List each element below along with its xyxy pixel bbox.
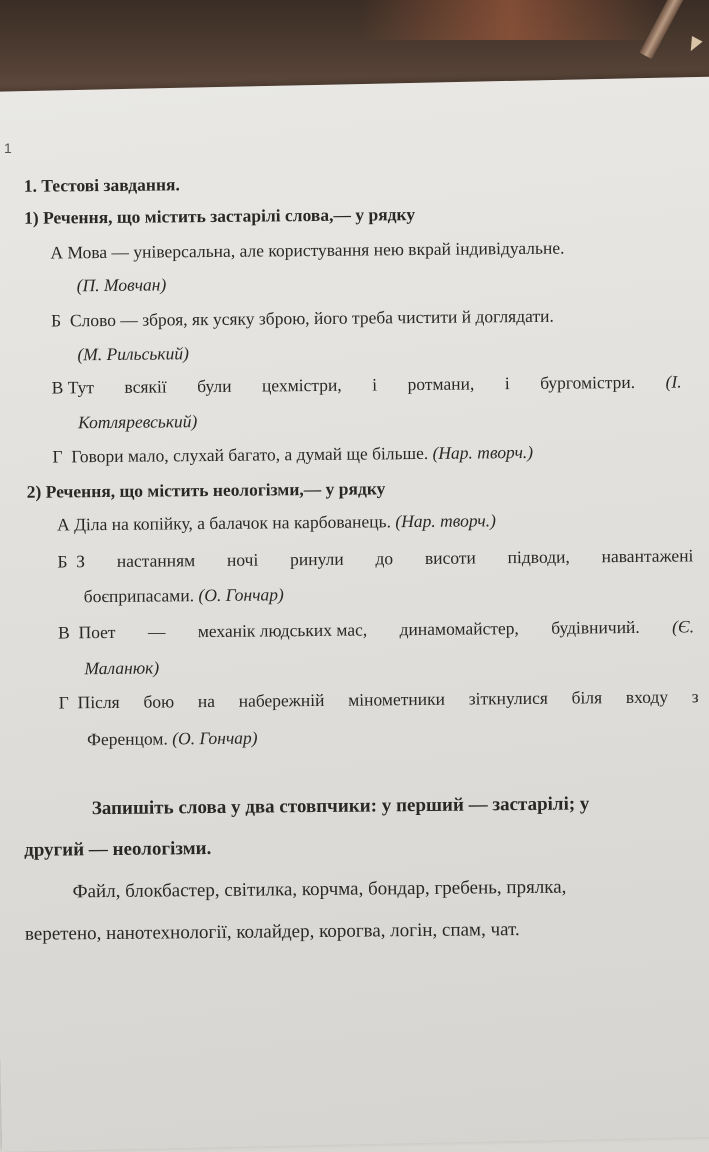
word: підводи, [507, 546, 570, 568]
word: бою [143, 691, 175, 712]
word: висоти [424, 547, 476, 568]
option-letter: В [57, 622, 70, 643]
word: — [147, 621, 166, 642]
word: (І. [665, 371, 682, 392]
q2-option-a [57, 510, 496, 535]
q2-option-d-cont [87, 728, 258, 751]
option-letter: Г [52, 446, 63, 467]
option-letter: А [56, 514, 70, 535]
q1-option-a-author: (П. Мовчан) [76, 274, 167, 296]
word: будівничий. [551, 616, 640, 638]
option-author: (Нар. творч.) [432, 441, 534, 463]
word: настанням [116, 550, 196, 571]
task-2-words-line1: Файл, блокбастер, світилка, корчма, бондар, гребень, прялка, [72, 876, 567, 903]
option-text: Діла на копійку, а балачок на карбованець. [73, 511, 392, 535]
word: Тут [67, 377, 95, 398]
option-text: Слово — зброя, як усяку зброю, його треба чистити й доглядати. [69, 305, 554, 331]
q1-option-c-author: Котляревський) [77, 411, 198, 433]
q1-option-b-author: (М. Рильський) [77, 343, 189, 365]
option-letter: А [50, 242, 64, 263]
q1-option-d [52, 442, 533, 468]
word: входу [625, 686, 669, 708]
question-1-prompt: 1) Речення, що містить застарілі слова,— у рядку [23, 204, 416, 228]
option-letter: В [51, 377, 64, 398]
q1-option-a [50, 238, 564, 264]
word: мінометники [348, 688, 446, 710]
option-author: (Нар. творч.) [395, 510, 496, 532]
word: ночі [226, 549, 259, 570]
q2-option-c [58, 616, 694, 643]
word: цехмістри, [261, 374, 342, 396]
q2-option-b [57, 545, 693, 572]
option-text: Говори мало, слухай багато, а думай ще більше. [71, 442, 429, 467]
question-2-prompt: 2) Речення, що містить неологізми,— у рядку [26, 478, 386, 502]
task-2-words-line2: веретено, нанотехнології, колайдер, корогва, логін, спам, чат. [24, 919, 520, 945]
section-title: 1. Тестові завдання. [23, 174, 180, 196]
word: (Є. [672, 616, 695, 637]
option-author: (О. Гончар) [172, 727, 258, 749]
q1-option-b [51, 306, 554, 332]
q2-option-d [59, 686, 699, 713]
word: зіткнулися [468, 687, 548, 709]
word: механік людських мас, [197, 619, 368, 642]
word: ротмани, [407, 373, 475, 395]
page-number: 1 [4, 140, 12, 156]
word: на [197, 690, 216, 712]
option-letter: Б [57, 551, 68, 572]
word: всякії [124, 376, 167, 397]
word: набережній [238, 689, 325, 711]
word: Поет [78, 621, 116, 643]
word: динамомайстер, [399, 618, 519, 640]
option-letter: Г [58, 692, 69, 713]
q1-option-c [52, 371, 682, 398]
option-author: (О. Гончар) [198, 584, 284, 606]
word: до [375, 548, 394, 569]
task-2-instruction-line1: Запишіть слова у два стовпчики: у перший — застарілі; у [91, 793, 590, 820]
word: були [197, 375, 232, 397]
word: з [691, 686, 699, 707]
option-text: боєприпасами. [83, 585, 195, 607]
option-text: Мова — універсальна, але користування нею вкрай індивідуальне. [67, 237, 565, 263]
option-letter: Б [50, 310, 62, 331]
word: ринули [289, 548, 344, 570]
word: Після [77, 691, 120, 713]
word: і [504, 373, 510, 394]
word: З [76, 551, 86, 572]
word: і [372, 374, 378, 395]
option-text: Ференцом. [87, 728, 168, 750]
word: бургомістри. [540, 371, 636, 393]
word: біля [571, 687, 603, 708]
q2-option-c-author: Маланюк) [84, 657, 160, 679]
q2-option-b-cont [84, 584, 284, 607]
word: навантажені [601, 545, 694, 567]
task-2-instruction-line2: другий — неологізми. [24, 838, 212, 861]
